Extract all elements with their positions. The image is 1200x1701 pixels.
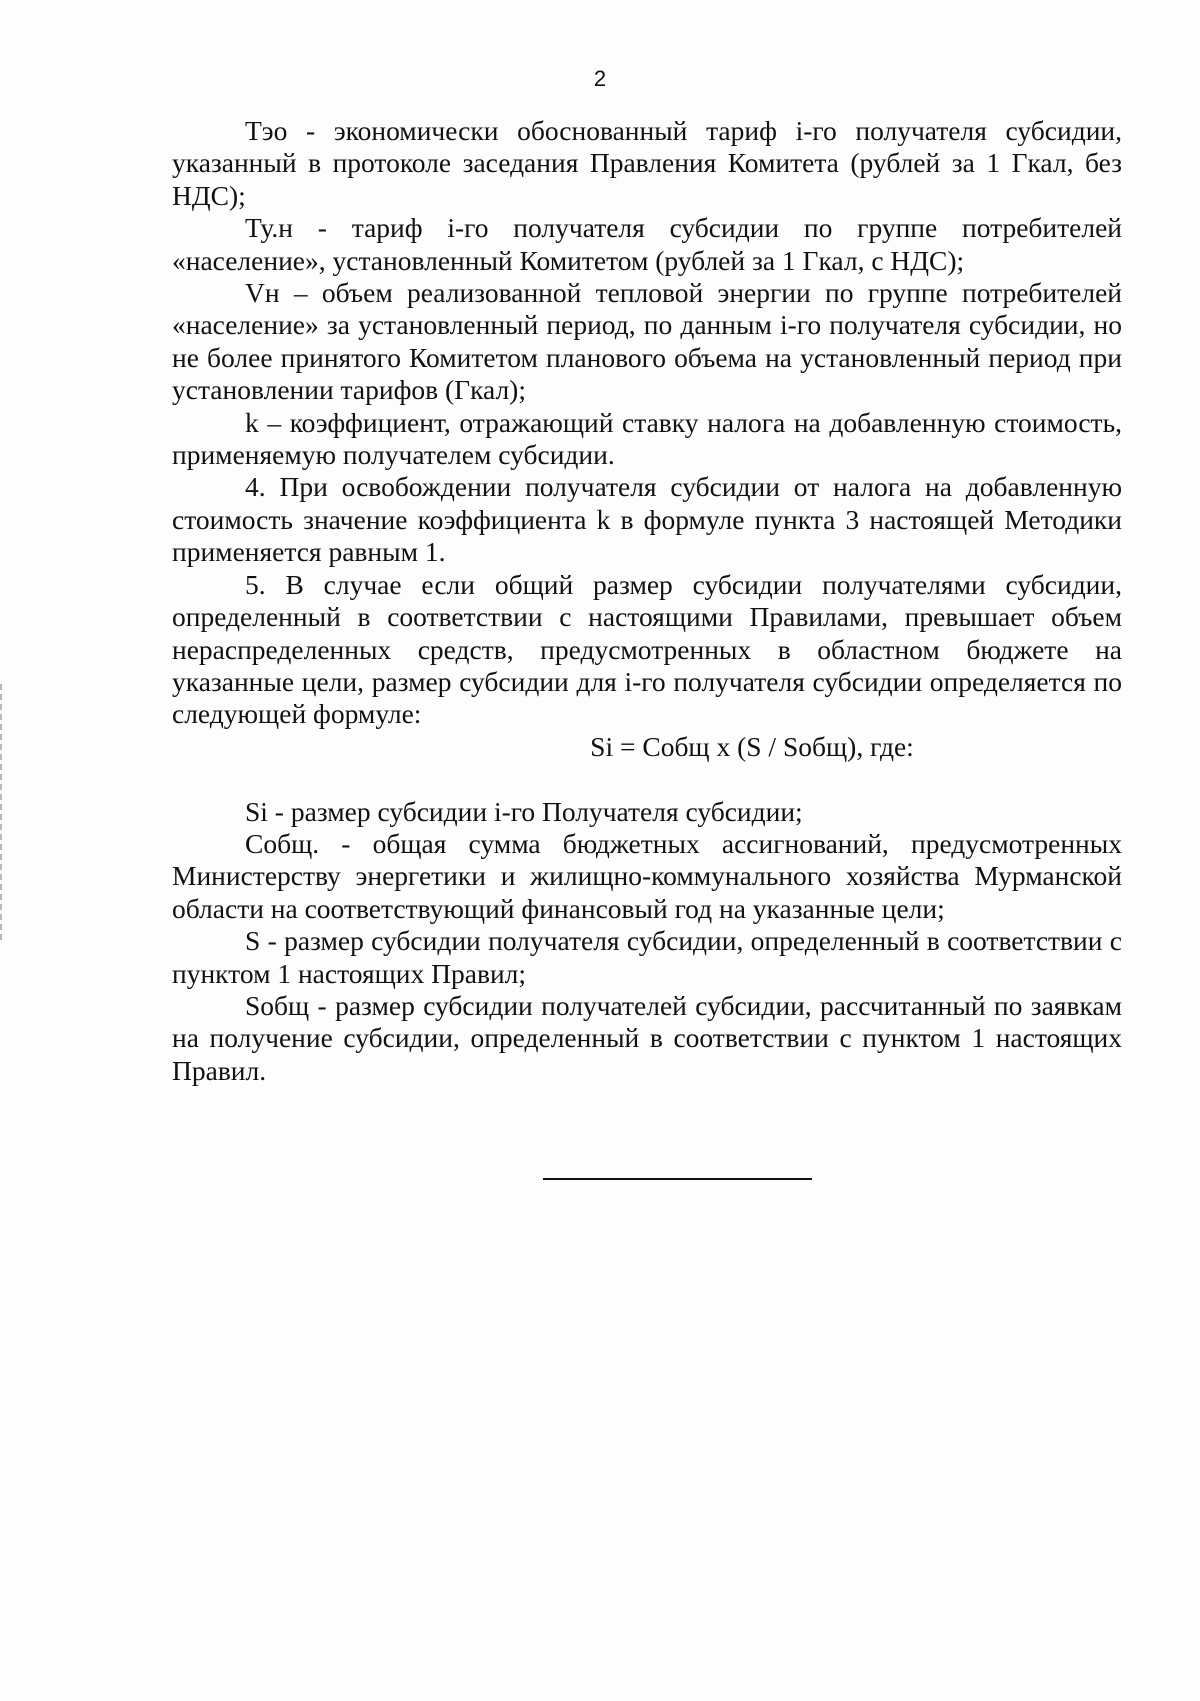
closing-rule: [543, 1178, 812, 1180]
paragraph-item-4: 4. При освобождении получателя субсидии от налога на добавленную стоимость значение коэффициента k в формуле пункта 3 настоящей Методики применяется равным 1.: [172, 471, 1122, 568]
paragraph-k-definition: k – коэффициент, отражающий ставку налога на добавленную стоимость, применяемую получателем субсидии.: [172, 406, 1122, 471]
paragraph-item-5: 5. В случае если общий размер субсидии получателями субсидии, определенный в соответствии с настоящими Правилами, превышает объем нераспределенных средств, предусмотренных в областном бюджете на указанные цели, размер субсидии для i-го получателя субсидии определяется по следующей формуле:: [172, 568, 1122, 730]
document-body: [172, 115, 1122, 1087]
definition-s: S - размер субсидии получателя субсидии, определенный в соответствии с пунктом 1 настоящих Правил;: [172, 925, 1122, 989]
paragraph-vn-definition: Vн – объем реализованной тепловой энергии по группе потребителей «население» за установленный период, по данным i-го получателя субсидии, но не более принятого Комитетом планового объема на установленный период при установлении тарифов (Гкал);: [172, 277, 1122, 406]
definition-si: Si - размер субсидии i-го Получателя субсидии;: [245, 795, 803, 827]
page-number: 2: [593, 66, 607, 91]
subsidy-formula: Si = Cобщ x (S / Sобщ), где:: [590, 730, 914, 762]
scan-margin-marks: [0, 684, 8, 940]
definition-c-total: Cобщ. - общая сумма бюджетных ассигнований, предусмотренных Министерству энергетики и жилищно-коммунального хозяйства Мурманской области на соответствующий финансовый год на указанные цели;: [172, 827, 1122, 924]
definition-s-total: Sобщ - размер субсидии получателей субсидии, рассчитанный по заявкам на получение субсидии, определенный в соответствии с пунктом 1 настоящих Правил.: [172, 989, 1122, 1086]
paragraph-teo-definition: Тэо - экономически обоснованный тариф i-го получателя субсидии, указанный в протоколе заседания Правления Комитета (рублей за 1 Гкал, без НДС);: [172, 115, 1122, 211]
paragraph-tun-definition: Ту.н - тариф i-го получателя субсидии по группе потребителей «население», установленный Комитетом (рублей за 1 Гкал, с НДС);: [172, 212, 1122, 276]
